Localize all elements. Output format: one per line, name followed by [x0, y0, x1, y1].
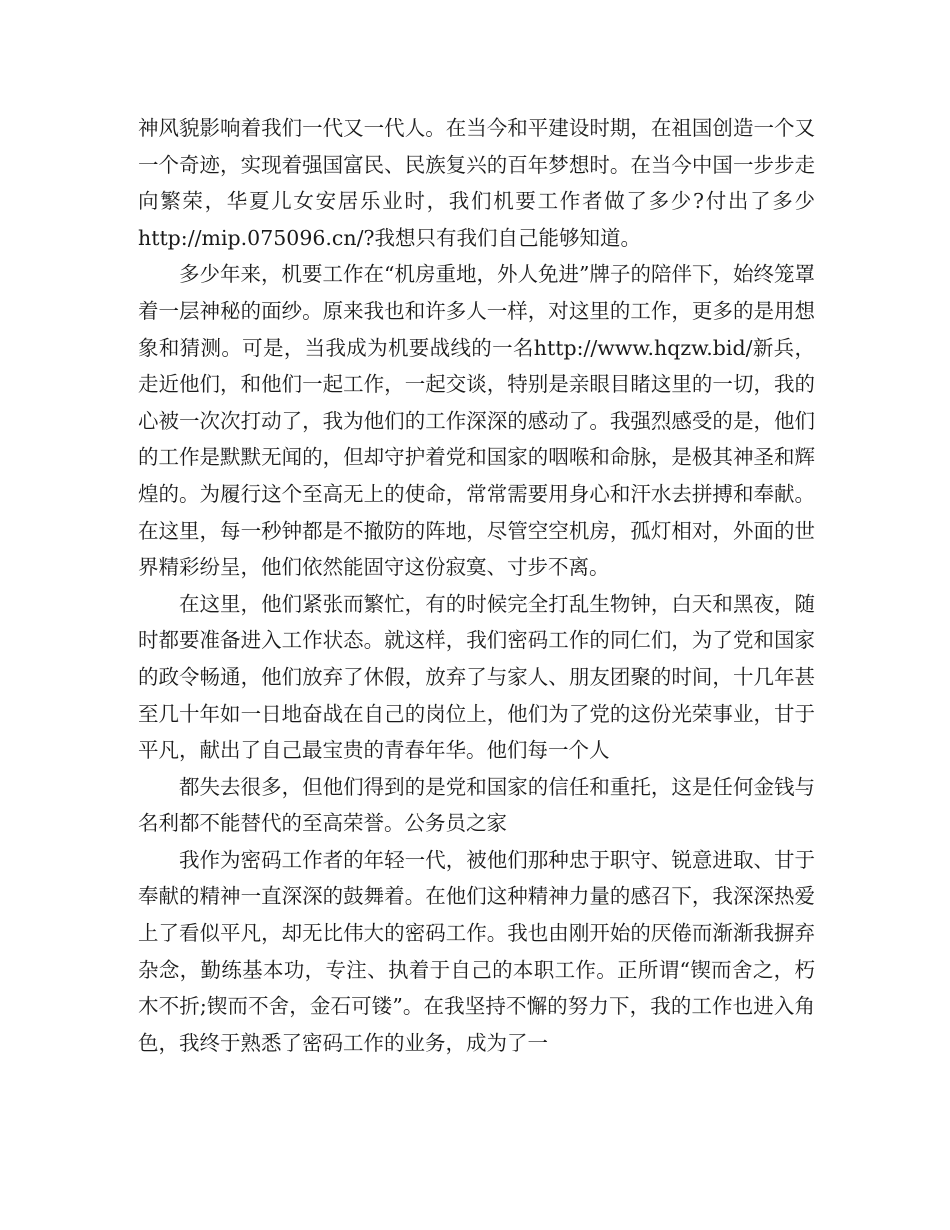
document-page [138, 110, 815, 1061]
paragraph-5: 我作为密码工作者的年轻一代，被他们那种忠于职守、锐意进取、甘于奉献的精神一直深深的鼓舞着。在他们这种精神力量的感召下，我深深热爱上了看似平凡，却无比伟大的密码工作。我也由刚开始的厌倦而渐渐我摒弃杂念，勤练基本功，专注、执着于自己的本职工作。正所谓“锲而舍之，朽木不折;锲而不舍，金石可镂”。在我坚持不懈的努力下，我的工作也进入角色，我终于熟悉了密码工作的业务，成为了一 [138, 847, 815, 1055]
paragraph-4: 都失去很多，但他们得到的是党和国家的信任和重托，这是任何金钱与名利都不能替代的至高荣誉。公务员之家 [138, 774, 815, 836]
paragraph-1: 神风貌影响着我们一代又一代人。在当今和平建设时期，在祖国创造一个又一个奇迹，实现着强国富民、民族复兴的百年梦想时。在当今中国一步步走向繁荣，华夏儿女安居乐业时，我们机要工作者做了多少?付出了多少http://mip.075096.cn/?我想只有我们自己能够知道。 [138, 116, 815, 250]
paragraph-2: 多少年来，机要工作在“机房重地，外人免进”牌子的陪伴下，始终笼罩着一层神秘的面纱。原来我也和许多人一样，对这里的工作，更多的是用想象和猜测。可是，当我成为机要战线的一名http://www.hqzw.bid/新兵，走近他们，和他们一起工作，一起交谈，特别是亲眼目睹这里的一切，我的心被一次次打动了，我为他们的工作深深的感动了。我强烈感受的是，他们的工作是默默无闻的，但却守护着党和国家的咽喉和命脉，是极其神圣和辉煌的。为履行这个至高无上的使命，常常需要用身心和汗水去拼搏和奉献。在这里，每一秒钟都是不撤防的阵地，尽管空空机房，孤灯相对，外面的世界精彩纷呈，他们依然能固守这份寂寞、寸步不离。 [138, 262, 815, 580]
paragraph-3: 在这里，他们紧张而繁忙，有的时候完全打乱生物钟，白天和黑夜，随时都要准备进入工作状态。就这样，我们密码工作的同仁们，为了党和国家的政令畅通，他们放弃了休假，放弃了与家人、朋友团聚的时间，十几年甚至几十年如一日地奋战在自己的岗位上，他们为了党的这份光荣事业，甘于平凡，献出了自己最宝贵的青春年华。他们每一个人 [138, 591, 815, 763]
